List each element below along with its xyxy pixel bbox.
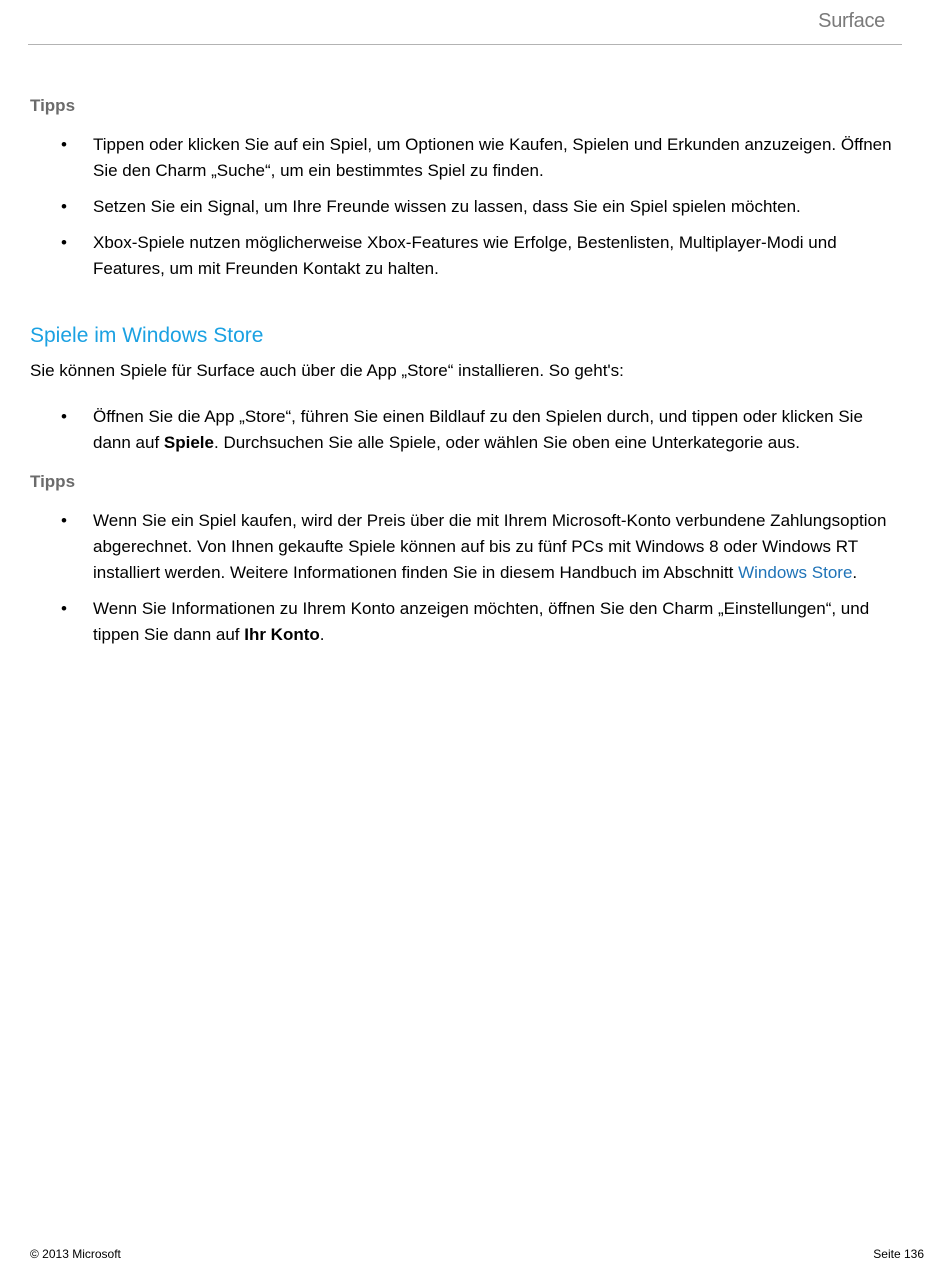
list-item <box>30 404 904 456</box>
list-item <box>30 508 904 586</box>
brand-logo-text: Surface <box>818 10 885 32</box>
list-item-text: Xbox-Spiele nutzen möglicherweise Xbox-Features wie Erfolge, Bestenlisten, Multiplayer-Modi und Features, um mit Freunden Kontakt zu halten. <box>93 233 837 278</box>
list-item-text: Tippen oder klicken Sie auf ein Spiel, um Optionen wie Kaufen, Spielen und Erkunden anzuzeigen. Öffnen Sie den Charm „Suche“, um ein bestimmtes Spiel zu finden. <box>93 135 892 180</box>
store-steps-list <box>30 404 904 456</box>
tips-list <box>30 508 904 648</box>
section-intro: Sie können Spiele für Surface auch über die App „Store“ installieren. So geht's: <box>30 361 624 380</box>
bold-term: Spiele <box>163 433 214 452</box>
section-title: Spiele im Windows Store <box>30 324 264 347</box>
list-item <box>30 194 904 220</box>
list-item <box>30 230 904 282</box>
bullet-icon: • <box>61 407 67 426</box>
bullet-icon: • <box>61 511 67 530</box>
list-item-text: Öffnen Sie die App „Store“, führen Sie einen Bildlauf zu den Spielen durch, und tippen oder klicken Sie dann auf Spiele. Durchsuchen Sie alle Spiele, oder wählen Sie oben eine Unterkategorie aus. <box>93 407 863 452</box>
footer-copyright: © 2013 Microsoft <box>30 1247 121 1261</box>
list-item <box>30 132 904 184</box>
bullet-icon: • <box>61 135 67 154</box>
page-content <box>30 94 904 648</box>
bullet-icon: • <box>61 599 67 618</box>
bullet-icon: • <box>61 197 67 216</box>
page-header <box>28 0 902 45</box>
tips-heading: Tipps <box>30 96 76 115</box>
bullet-icon: • <box>61 233 67 252</box>
bold-term: Ihr Konto <box>244 625 320 644</box>
tips-list <box>30 132 904 282</box>
list-item-text: Setzen Sie ein Signal, um Ihre Freunde wissen zu lassen, dass Sie ein Spiel spielen möchten. <box>93 197 801 216</box>
tips-heading: Tipps <box>30 472 76 491</box>
windows-store-link[interactable]: Windows Store <box>738 563 853 582</box>
list-item <box>30 596 904 648</box>
list-item-text: Wenn Sie ein Spiel kaufen, wird der Preis über die mit Ihrem Microsoft-Konto verbundene Zahlungsoption abgerechnet. Von Ihnen gekaufte Spiele können auf bis zu fünf PCs mit Windows 8 oder Windows RT installiert werden. Weitere Informationen finden Sie in diesem Handbuch im Abschnitt Windows Store. <box>93 511 887 582</box>
footer-page-number: Seite 136 <box>873 1247 924 1261</box>
list-item-text: Wenn Sie Informationen zu Ihrem Konto anzeigen möchten, öffnen Sie den Charm „Einstellungen“, und tippen Sie dann auf Ihr Konto. <box>93 599 870 644</box>
